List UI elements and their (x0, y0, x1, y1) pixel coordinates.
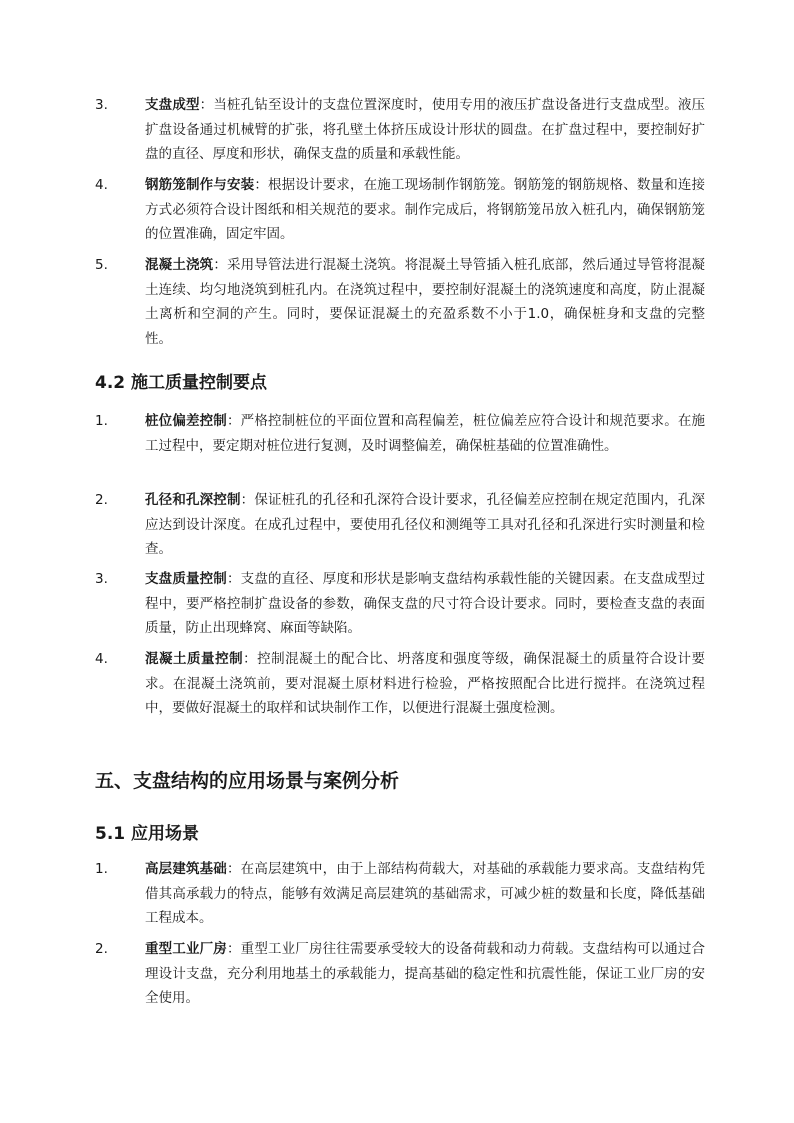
list-term: 高层建筑基础 (145, 861, 227, 877)
list-term: 重型工业厂房 (145, 941, 227, 957)
section-heading-5-1 (95, 822, 705, 846)
list-number: 1. (95, 413, 108, 429)
term-separator: ： (226, 861, 241, 877)
list-item (95, 567, 705, 641)
list-term: 混凝土浇筑 (145, 257, 214, 273)
list-number: 3. (95, 97, 108, 113)
term-separator: ： (226, 413, 241, 429)
list-item (95, 488, 705, 562)
list-number: 4. (95, 177, 108, 193)
section-heading-4-2 (95, 371, 705, 395)
list-text: 保证桩孔的孔径和孔深符合设计要求，孔径偏差应控制在规定范围内，孔深应达到设计深度。在成孔过程中，要使用孔径仪和测绳等工具对孔径和孔深进行实时测量和检查。 (145, 492, 706, 557)
section-title: 4.2 施工质量控制要点 (95, 373, 268, 393)
list-term: 混凝土质量控制 (145, 651, 244, 667)
list-text: 重型工业厂房往往需要承受较大的设备荷载和动力荷载。支盘结构可以通过合理设计支盘，充分利用地基土的承载能力，提高基础的稳定性和抗震性能，保证工业厂房的安全使用。 (145, 941, 706, 1006)
term-separator: ： (199, 97, 214, 113)
term-separator: ： (226, 941, 241, 957)
list-item (95, 253, 705, 351)
list-item (95, 937, 705, 1011)
list-number: 2. (95, 941, 108, 957)
chapter-title: 五、支盘结构的应用场景与案例分析 (95, 770, 400, 792)
list-text: 支盘的直径、厚度和形状是影响支盘结构承载性能的关键因素。在支盘成型过程中，要严格控制扩盘设备的参数，确保支盘的尺寸符合设计要求。同时，要检查支盘的表面质量，防止出现蜂窝、麻面等缺陷。 (145, 571, 706, 636)
list-term: 钢筋笼制作与安装 (145, 177, 255, 193)
term-separator: ： (240, 492, 255, 508)
list-text: 在高层建筑中，由于上部结构荷载大，对基础的承载能力要求高。支盘结构凭借其高承载力的特点，能够有效满足高层建筑的基础需求，可减少桩的数量和长度，降低基础工程成本。 (145, 861, 706, 926)
list-term: 支盘成型 (145, 97, 200, 113)
list-number: 1. (95, 861, 108, 877)
list-item (95, 173, 705, 247)
list-text: 控制混凝土的配合比、坍落度和强度等级，确保混凝土的质量符合设计要求。在混凝土浇筑前，要对混凝土原材料进行检验，严格按照配合比进行搅拌。在浇筑过程中，要做好混凝土的取样和试块制作工作，以便进行混凝土强度检测。 (145, 651, 706, 716)
term-separator: ： (254, 177, 268, 193)
list-number: 3. (95, 571, 108, 587)
term-separator: ： (226, 571, 241, 587)
list-number: 2. (95, 492, 108, 508)
list-term: 孔径和孔深控制 (145, 492, 241, 508)
list-item (95, 647, 705, 721)
list-number: 5. (95, 257, 108, 273)
list-text: 严格控制桩位的平面位置和高程偏差，桩位偏差应符合设计和规范要求。在施工过程中，要定期对桩位进行复测，及时调整偏差，确保桩基础的位置准确性。 (145, 413, 706, 454)
list-item (95, 409, 705, 458)
list-term: 桩位偏差控制 (145, 413, 227, 429)
list-item (95, 93, 705, 167)
list-item (95, 857, 705, 931)
chapter-heading-5 (95, 768, 705, 794)
list-number: 4. (95, 651, 108, 667)
section-title: 5.1 应用场景 (95, 824, 200, 844)
list-term: 支盘质量控制 (145, 571, 227, 587)
term-separator: ： (243, 651, 258, 667)
term-separator: ： (213, 257, 227, 273)
list-text: 根据设计要求，在施工现场制作钢筋笼。钢筋笼的钢筋规格、数量和连接方式必须符合设计图纸和相关规范的要求。制作完成后，将钢筋笼吊放入桩孔内，确保钢筋笼的位置准确，固定牢固。 (145, 177, 706, 242)
list-text: 当桩孔钻至设计的支盘位置深度时，使用专用的液压扩盘设备进行支盘成型。液压扩盘设备通过机械臂的扩张，将孔壁土体挤压成设计形状的圆盘。在扩盘过程中，要控制好扩盘的直径、厚度和形状，确保支盘的质量和承载性能。 (145, 97, 706, 162)
list-text: 采用导管法进行混凝土浇筑。将混凝土导管插入桩孔底部，然后通过导管将混凝土连续、均匀地浇筑到桩孔内。在浇筑过程中，要控制好混凝土的浇筑速度和高度，防止混凝土离析和空洞的产生。同时，要保证混凝土的充盈系数不小于1.0，确保桩身和支盘的完整性。 (145, 257, 706, 347)
